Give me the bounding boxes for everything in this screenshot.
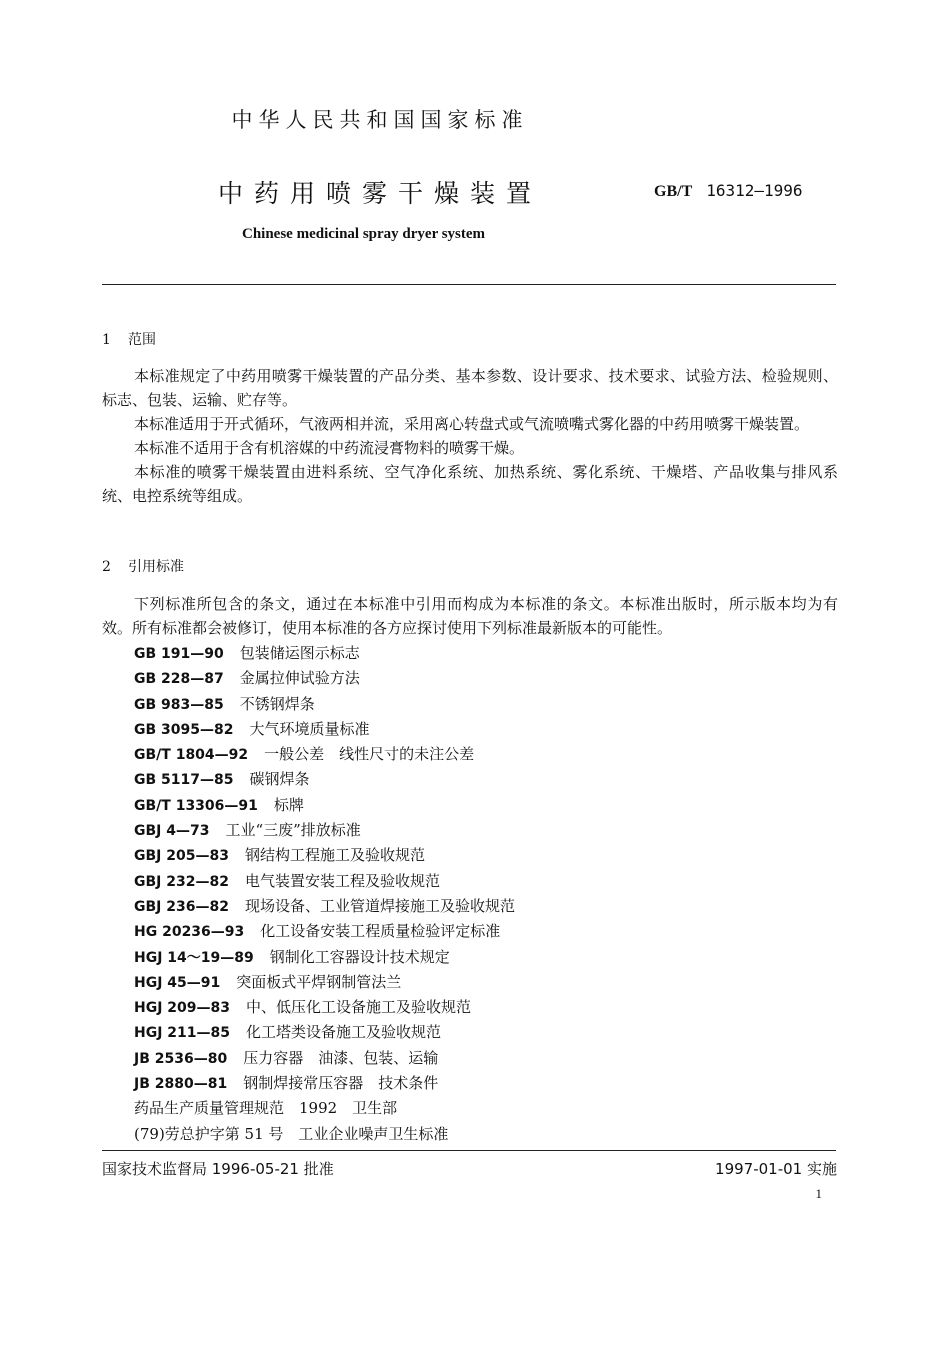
reference-item (134, 869, 515, 894)
reference-item (134, 641, 515, 666)
reference-list (134, 641, 515, 1147)
reference-item (134, 692, 515, 717)
standard-number (654, 181, 803, 201)
paragraph: 本标准适用于开式循环，气液两相并流，采用离心转盘式或气流喷嘴式雾化器的中药用喷雾干燥装置。 (134, 415, 810, 433)
reference-code: GBJ 4—73 (134, 823, 210, 840)
reference-item (134, 970, 515, 995)
reference-code: GB/T 13306—91 (134, 797, 258, 814)
reference-title: 药品生产质量管理规范 1992 卫生部 (134, 1099, 398, 1118)
page-number: 1 (815, 1186, 822, 1201)
reference-title: 突面板式平焊钢制管法兰 (236, 972, 402, 991)
reference-item (134, 843, 515, 868)
section-1-title: 范围 (128, 332, 156, 348)
reference-item (134, 1096, 515, 1121)
reference-title: 钢制化工容器设计技术规定 (269, 947, 450, 966)
footer-divider (102, 1150, 836, 1151)
paragraph: 下列标准所包含的条文，通过在本标准中引用而构成为本标准的条文。本标准出版时，所示版本均为有效。所有标准都会被修订，使用本标准的各方应探讨使用下列标准最新版本的可能性。 (102, 595, 838, 637)
reference-code: GBJ 205—83 (134, 848, 229, 865)
reference-item (134, 1020, 515, 1045)
reference-title: 化工塔类设备施工及验收规范 (246, 1023, 442, 1042)
reference-code: JB 2536—80 (134, 1050, 228, 1067)
reference-title: 钢制焊接常压容器 技术条件 (243, 1074, 439, 1093)
standard-prefix: GB/T (654, 183, 693, 200)
reference-code: GBJ 236—82 (134, 898, 229, 915)
section-1-body (102, 364, 838, 508)
reference-code: GB 983—85 (134, 696, 224, 713)
reference-item (134, 742, 515, 767)
reference-item (134, 793, 515, 818)
reference-title: 碳钢焊条 (249, 770, 310, 789)
reference-title: 工业“三废”排放标准 (225, 821, 361, 840)
standard-code: 16312—1996 (706, 181, 803, 200)
section-2-intro (102, 592, 838, 640)
paragraph: 本标准不适用于含有机溶媒的中药流浸膏物料的喷雾干燥。 (134, 439, 525, 457)
header-divider (102, 284, 836, 285)
reference-title: 化工设备安装工程质量检验评定标准 (260, 922, 501, 941)
reference-title: 中、低压化工设备施工及验收规范 (246, 998, 472, 1017)
reference-code: HG 20236—93 (134, 924, 245, 941)
reference-item (134, 894, 515, 919)
reference-item (134, 666, 515, 691)
reference-item (134, 717, 515, 742)
reference-title: 不锈钢焊条 (239, 694, 315, 713)
reference-title: 大气环境质量标准 (249, 719, 370, 738)
reference-title: 包装储运图示标志 (239, 644, 360, 662)
english-title: Chinese medicinal spray dryer system (242, 226, 486, 242)
paragraph: 本标准的喷雾干燥装置由进料系统、空气净化系统、加热系统、雾化系统、干燥塔、产品收集与排风系统、电控系统等组成。 (102, 463, 838, 505)
document-title: 中药用喷雾干燥装置 (218, 179, 543, 208)
national-standard-heading: 中华人民共和国国家标准 (231, 108, 529, 132)
reference-code: GBJ 232—82 (134, 873, 229, 890)
section-2-heading (102, 556, 184, 576)
reference-item (134, 945, 515, 970)
reference-code: GB/T 1804—92 (134, 747, 249, 764)
section-2-number: 2 (102, 559, 111, 575)
reference-code: HGJ 209—83 (134, 1000, 230, 1017)
reference-item (134, 919, 515, 944)
reference-code: GB 5117—85 (134, 772, 234, 789)
reference-title: 电气装置安装工程及验收规范 (244, 871, 440, 890)
reference-code: HGJ 14～19—89 (134, 949, 254, 966)
reference-title: 一般公差 线性尺寸的未注公差 (264, 745, 475, 764)
effective-date: 1997-01-01 实施 (715, 1160, 837, 1178)
reference-title: 现场设备、工业管道焊接施工及验收规范 (244, 896, 515, 915)
reference-title: (79)劳总护字第 51 号 工业企业噪声卫生标准 (134, 1124, 449, 1143)
approval-date: 国家技术监督局 1996-05-21 批准 (102, 1160, 334, 1178)
reference-title: 钢结构工程施工及验收规范 (244, 846, 425, 865)
reference-item (134, 995, 515, 1020)
section-1-heading (102, 329, 156, 349)
reference-title: 金属拉伸试验方法 (239, 669, 360, 688)
reference-code: GB 191—90 (134, 646, 224, 662)
reference-code: HGJ 45—91 (134, 974, 221, 991)
reference-item (134, 1071, 515, 1096)
reference-item (134, 1122, 515, 1147)
reference-code: GB 3095—82 (134, 721, 234, 738)
reference-code: JB 2880—81 (134, 1076, 228, 1093)
section-1-number: 1 (102, 332, 111, 348)
section-2-title: 引用标准 (128, 559, 184, 575)
reference-title: 标牌 (273, 795, 304, 814)
reference-title: 压力容器 油漆、包装、运输 (243, 1048, 439, 1067)
paragraph: 本标准规定了中药用喷雾干燥装置的产品分类、基本参数、设计要求、技术要求、试验方法、检验规则、标志、包装、运输、贮存等。 (102, 367, 838, 409)
reference-item (134, 1046, 515, 1071)
reference-code: GB 228—87 (134, 671, 224, 688)
reference-item (134, 818, 515, 843)
reference-item (134, 767, 515, 792)
reference-code: HGJ 211—85 (134, 1025, 230, 1042)
